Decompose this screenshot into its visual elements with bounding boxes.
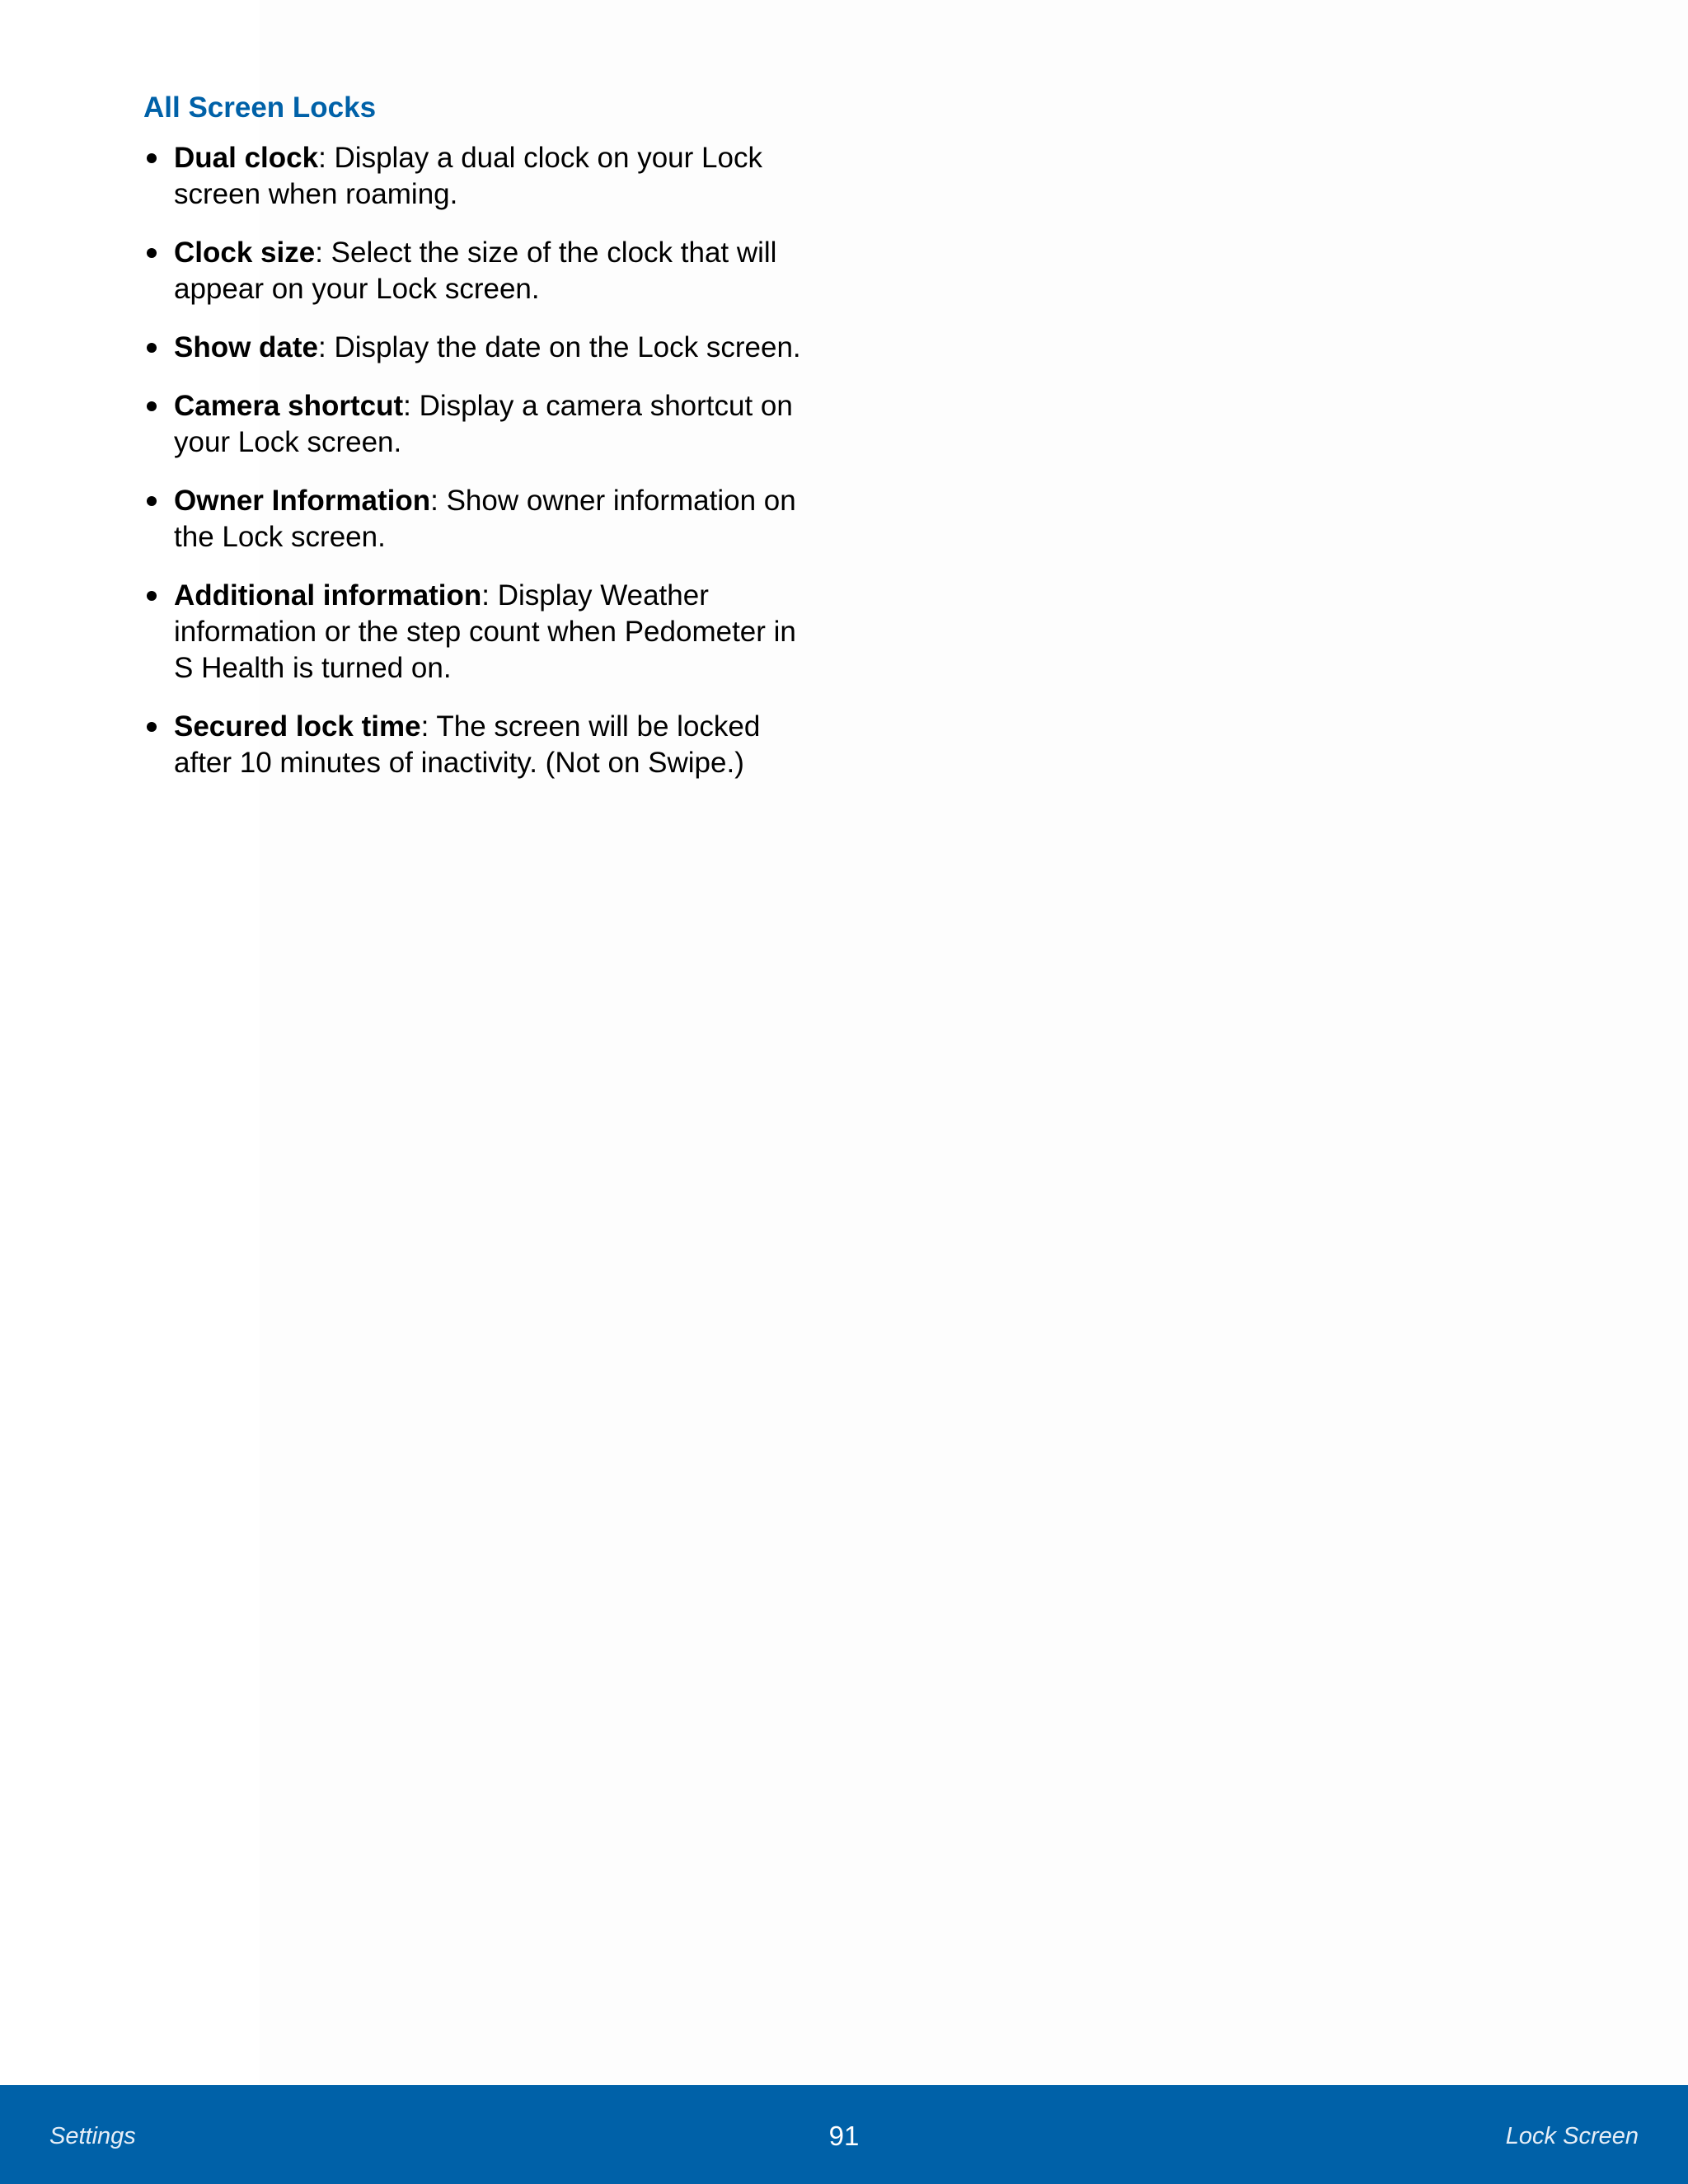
footer-section-label: Lock Screen bbox=[1505, 2123, 1639, 2149]
item-term: Show date bbox=[174, 331, 319, 363]
bullet-icon bbox=[147, 401, 157, 411]
item-description: : Display a camera shortcut on your Lock screen. bbox=[174, 390, 793, 458]
list-item-dual-clock bbox=[143, 140, 819, 213]
list-item-additional-information bbox=[143, 578, 819, 687]
item-term: Clock size bbox=[174, 237, 316, 269]
section-title: All Screen Locks bbox=[143, 91, 377, 124]
item-term: Additional information bbox=[174, 579, 482, 612]
list-item-clock-size bbox=[143, 235, 819, 307]
item-description: : Display a dual clock on your Lock screen when roaming. bbox=[174, 142, 762, 210]
bullet-list bbox=[143, 140, 819, 781]
footer-chapter-label: Settings bbox=[49, 2123, 136, 2149]
list-item-owner-information bbox=[143, 483, 819, 555]
page-content bbox=[143, 87, 819, 804]
item-term: Owner Information bbox=[174, 485, 431, 517]
list-item-show-date bbox=[143, 330, 819, 366]
item-term: Camera shortcut bbox=[174, 390, 404, 422]
item-description: : Show owner information on the Lock screen. bbox=[174, 485, 796, 553]
page-number: 91 bbox=[828, 2121, 860, 2151]
page-footer bbox=[0, 2085, 1688, 2184]
list-item-secured-lock-time bbox=[143, 709, 819, 781]
item-description: : Display the date on the Lock screen. bbox=[318, 331, 801, 363]
bullet-icon bbox=[147, 248, 157, 258]
bullet-icon bbox=[147, 591, 157, 601]
bullet-icon bbox=[147, 722, 157, 732]
item-description: : Display Weather information or the step count when Pedometer in S Health is turned on. bbox=[174, 579, 796, 684]
item-description: : The screen will be locked after 10 minutes of inactivity. (Not on Swipe.) bbox=[174, 710, 761, 779]
bullet-icon bbox=[147, 343, 157, 353]
item-description: : Select the size of the clock that will appear on your Lock screen. bbox=[174, 237, 777, 305]
bullet-icon bbox=[147, 153, 157, 163]
item-term: Dual clock bbox=[174, 142, 319, 174]
list-item-camera-shortcut bbox=[143, 388, 819, 461]
item-term: Secured lock time bbox=[174, 710, 421, 743]
bullet-icon bbox=[147, 496, 157, 506]
